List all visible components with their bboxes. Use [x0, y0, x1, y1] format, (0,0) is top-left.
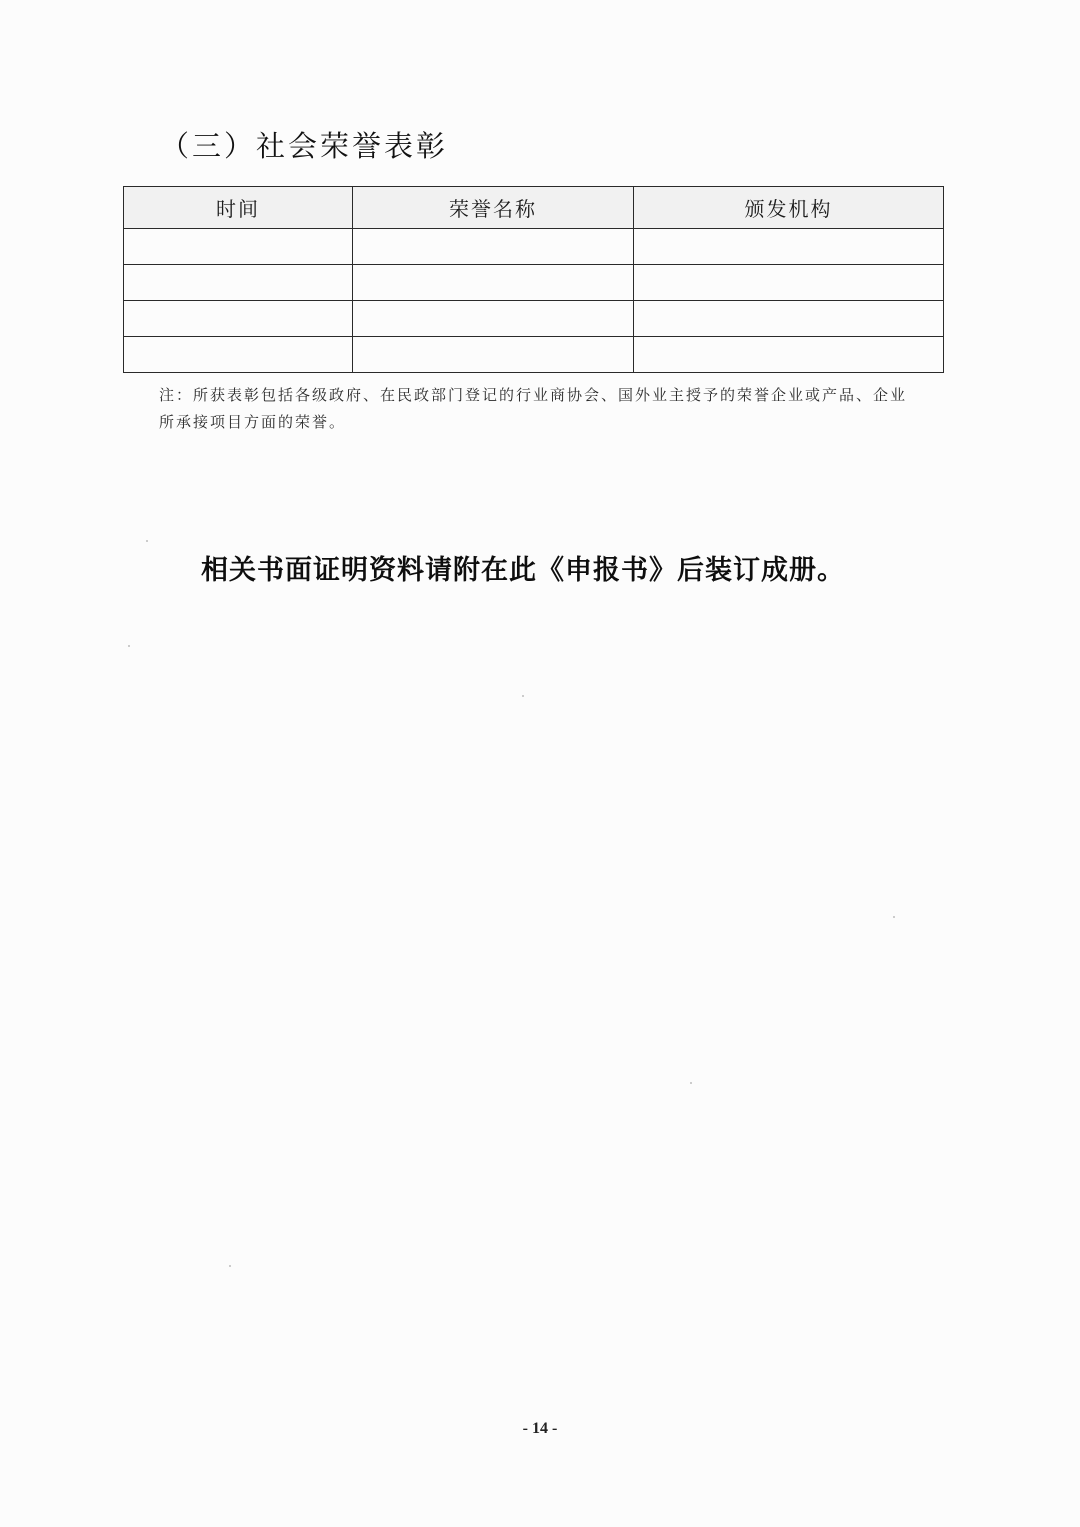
table-header-row [124, 187, 944, 229]
cell-honor-name[interactable] [353, 229, 634, 265]
honors-table [123, 186, 944, 373]
section-heading: （三）社会荣誉表彰 [160, 129, 449, 163]
table-note: 注：所获表彰包括各级政府、在民政部门登记的行业商协会、国外业主授予的荣誉企业或产品、企业所承接项目方面的荣誉。 [159, 386, 908, 431]
scan-speck [128, 645, 130, 647]
cell-time[interactable] [124, 229, 353, 265]
page-number: - 14 - [522, 1420, 558, 1437]
cell-issuing-body[interactable] [634, 301, 944, 337]
table-row [124, 337, 944, 373]
cell-honor-name[interactable] [353, 337, 634, 373]
cell-issuing-body[interactable] [634, 265, 944, 301]
scan-speck [229, 1265, 231, 1267]
cell-issuing-body[interactable] [634, 337, 944, 373]
cell-time[interactable] [124, 337, 353, 373]
attachment-instruction: 相关书面证明资料请附在此《申报书》后装订成册。 [201, 555, 845, 586]
scan-speck [893, 916, 895, 918]
cell-honor-name[interactable] [353, 265, 634, 301]
scan-speck [522, 695, 524, 697]
header-honor-name: 荣誉名称 [353, 187, 634, 229]
cell-issuing-body[interactable] [634, 229, 944, 265]
cell-time[interactable] [124, 265, 353, 301]
cell-time[interactable] [124, 301, 353, 337]
table-row [124, 229, 944, 265]
cell-honor-name[interactable] [353, 301, 634, 337]
scan-speck [146, 540, 148, 542]
header-issuing-body: 颁发机构 [634, 187, 944, 229]
table-row [124, 301, 944, 337]
table-row [124, 265, 944, 301]
scan-speck [690, 1082, 692, 1084]
header-time: 时间 [124, 187, 353, 229]
